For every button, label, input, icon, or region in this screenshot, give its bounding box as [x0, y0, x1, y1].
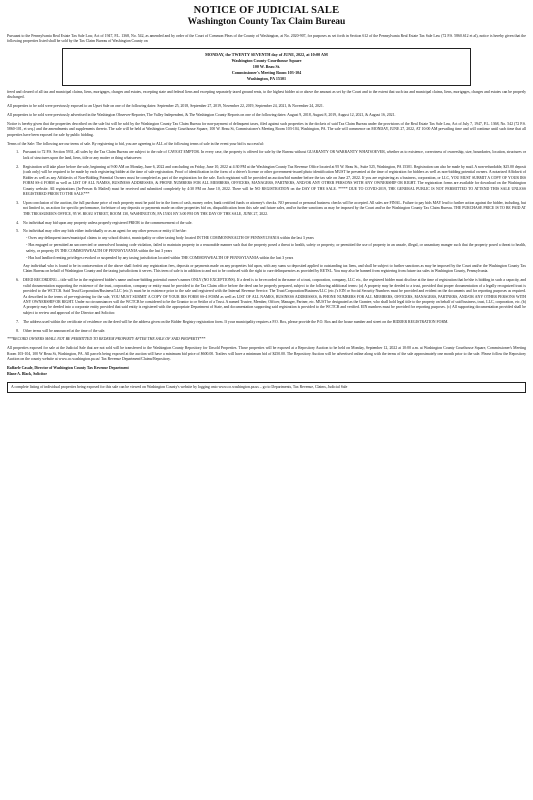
terms-list — [7, 150, 526, 274]
liens-paragraph: freed and cleared of all tax and municipal claims, liens, mortgages, charges and estates, excepting state and federal liens and excepting separately taxed ground rents, to the highest bidder at or above the amount as set by the Court and to the extent that such tax and municipal claims, liens, mortgages, charges and estates can be properly discharged. — [7, 89, 526, 100]
forfeiture-paragraph: Any individual who is found to be in contravention of the above shall forfeit any registration fees, deposits or payments made on any properties bid upon, with any sums so deposited applied to outstanding tax liens, and shall be subject to further sanctions as may be imposed by the Court and/or the Washington County Tax Claim Bureau on behalf of Washington County and the taxing jurisdictions it serves. This term of sale is in addition to and not to be confused with the right to cure delinquencies as provided by RETSL. You may also be banned from registering from future tax sales in Washington County, Pennsylvania. — [23, 263, 526, 274]
term-item — [20, 229, 526, 274]
record-owners-notice: ***RECORD OWNERS SHALL NOT BE PERMITTED TO REDEEM PROPERTY AFTER THE SALE OF SAID PROPERTY*** — [7, 337, 206, 342]
signature-solicitor: Blane A. Black, Solicitor — [7, 371, 48, 376]
upset-sale-paragraph: All properties to be sold were previously exposed to an Upset Sale on one of the following dates: September 25, 2018, September 27, 2019, November 22, 2019, September 24, 2021, & November 24, 2021. — [7, 104, 324, 109]
term-5-text: No individual may offer any bids either individually or as an agent for any other person or entity if he/she: — [23, 229, 187, 234]
notice-paragraph: Notice is hereby given that the properties described on the sale list will be sold by the Washington County Tax Claim Bureau for non-payment of delinquent taxes, filed against such properties in the dockets of said Tax Claim Bureau under the provisions of the Real Estate Tax Sale Law, Act of July 7, 1947, P.L. 1368, No. 542 (72 P.S. 5860-101, et seq.) and the amendments and supplements thereto. The sale will be held at Washington County Courthouse Square, 100 W. Beau St, Commissioner's Meeting Room 103-104, Washington, PA. The sale will commence on MONDAY, JUNE 27, 2022, AT 10:00 AM prevailing time and will continue until such time that all properties have been exposed for sale by public bidding. — [7, 121, 526, 137]
sale-location: Washington County Courthouse Square — [231, 58, 302, 64]
term-item: 7. The address used within the certificate of residence on the deed will be the address given on the Bidder Registry registration form. If your municipality requires a P.O. Box, please provide the P.O. Box and the house number and street on the BIDDER REGISTRATION FORM. — [20, 320, 526, 325]
term-item: 8. Other terms will be announced at the time of the sale. — [20, 329, 526, 334]
term-item: 4. No individual may bid upon any property unless properly registered PRIOR to the commencement of the sale. — [20, 221, 526, 226]
term-item: 2. Registration will take place before the sale, beginning at 9:00 AM on Monday, June 6, 2022 and concluding on Friday, June 10, 2022 at 4:30 PM at the Washington County Tax Revenue Office located at 95 W. Beau St., Suite 525, Washington, PA 15301. Registration can also be made by mail. A non-refundable, $25.00 deposit (cash only) will be required to be made by each registering bidder at the time of sale registration. Proof of identification in the form of a driver's license or other government-issued photo identification MUST be presented at the time of registration for bidders as well as non-bidding potential owners. A notarized Affidavit of Bidder as well as any Affidavits of Non-Bidding Potential Owners must be completed as part of the registration for the sale. Each registrant will be provided an auction/bid number before the tax sale on June 27, 2022. If you are registering as a business, corporation, or LLC, YOU MUST SUBMIT A COPY OF YOUR IRS FORM SS-4 FORM as well as LIST OF ALL NAMES, BUSINESS ADDRESSES, & PHONE NUMBERS FOR ALL MEMBERS, OFFICERS, MANAGERS, PARTNERS, AND/OR ANY OTHER PERSONS WITH ANY OWNERSHIP OR RIGHT. The registration forms are available for download on the Washington County website. All registrations (In-Person & Mailed) must be received and submitted completely by 4:30 PM on June 10, 2022. There will be NO REGISTRATION on the DAY OF THE SALE. ***** DUE TO COVID-2019, THE GENERAL PUBLIC IS NOT PERMITTED TO ATTEND THIS SALE UNLESS REGISTERED PRIOR TO THE SALE*** — [20, 165, 526, 198]
notice-body — [7, 34, 526, 393]
disqualification-item: - Has engaged or permitted an uncorrected or unresolved housing code violation, failed to maintain property in a reasonable manner such that the property posed a threat to health, safety or property; or permitted the use of property in an unsafe, illegal, or unsanitary manger such that the property posed a threat to health, safety, or property IN THE COMMONWEALTH OF PENNSYLVANIA within the last 3 years — [26, 243, 526, 254]
sale-date: MONDAY, the TWENTY SEVENTH day of JUNE, 2022, at 10:00 AM — [205, 52, 328, 58]
disqualification-item: - Owes any delinquent taxes/municipal claims to any school district, municipality or other taxing body located IN THE COMMONWEALTH OF PENNSYLVANIA within the last 3 years — [26, 236, 526, 241]
advertised-paragraph: All properties to be sold were previously advertised in the Washington Observer-Reporter, The Valley Independent, & The Washington County Reports on one of the following dates: August 9, 2018, August 8, 2019, August 12, 2021, & August 16, 2021. — [7, 113, 396, 118]
sale-city: Washington, PA 15301 — [246, 75, 287, 81]
term-item: 1. Pursuant to 72 P.S. Section 5931, all sales by the Tax Claim Bureau are subject to the rule of CAVEAT EMPTOR. In every case, the property is offered for sale by the Bureau without GUARANTY OR WARRANTY WHATSOEVER, whether as to existence, correctness of ownership, size, boundaries, location, structures or lack of structures upon the land, liens, title or any matter or thing whatsoever. — [20, 150, 526, 161]
sale-details-box — [62, 48, 471, 86]
notice-title: NOTICE OF JUDICIAL SALE — [193, 5, 340, 16]
intro-paragraph: Pursuant to the Pennsylvania Real Estate Tax Sale Law, Act of 1947, P.L. 1368, No. 542, as amended and by order of the Court of Common Pleas of the County of Washington, at No. 2020-907, for purposes as set forth in Section 612 of the Pennsylvania Real Estate Tax Sale Law (72 P.S. 5860.612 et al), notice is hereby given that the following properties listed shall be sold by the Tax Claim Bureau of Washington County on — [7, 33, 526, 44]
disqualification-list — [23, 236, 526, 261]
listing-footer-text: A complete listing of individual properties being exposed for this sale can be viewed on Washington County's website by logging onto www.co.washington.pa.us – go to Departments, Tax Revenue, Claims, Judicial Sale — [11, 384, 348, 389]
sale-room: Commissioner's Meeting Room 103-104 — [231, 70, 302, 76]
terms-list-continued — [7, 278, 526, 334]
term-item: 6. DEED RECORDING – title will be in the registered bidder's name and non-bidding potential owner's names ONLY (NO EXCEPTIONS). If a deed is to be recorded in the name of a trust, corporation, company, LLC etc., the registered bidder must disclose at the time of registration that he/she is bidding in such a capacity, and valid documentation supporting the existence of the trust, corporation, company or entity must be provided to the Tax Claim office before the deed can be properly prepared, subject to the following additional terms: (a) A property may be deeded to a trust, provided that proper documentation of a legally recognized trust is provided to the WCTCB. Said Trust/Corporation/Business/LLC (etc.)'s must be in existence prior to the sale and registered with the Internal Revenue Service. The Trust/Corporation/Business/LLC (etc.)'s EIN or Social Security Numbers must be provided and evident on the documents and for reporting purposes as required. As described in the terms of pre-registering for the sale, YOU MUST SUBMIT A COPY OF YOUR IRS FORM SS-4 FORM as well as LIST OF ALL NAMES, BUSINESS ADDRESSES, & PHONE NUMBERS FOR ALL MEMBERS, OFFICERS, MANAGERS, PARTNERS, AND/OR ANY OTHER PERSONS WITH ANY OWNERSHIP OR RIGHT. Under no circumstances will the WCTCB be considered to be the Grantor to or Settlor of a Trust. A named Trustee, Member, Officer, Manager, Partner, etc. MUST be designated as the Grantee, who shall hold legal title to the property on behalf of said business, trust, LLC, corporation, etc. (b) A property may be deeded into a corporate entity provided that said entity is registered with the appropriate Department of State, and documentation supporting said registration is provided to the WCTCB and verified. EIN numbers must be provided for reporting purposes. (c) All supporting documentation provided shall be subject to review and approval of the Director and Solicitor. — [20, 278, 526, 316]
terms-intro-paragraph: Terms of the Sale: The following are our terms of sale. By registering to bid, you are agreeing to ALL of the following terms of sale in the event your bid is successful: — [7, 141, 264, 146]
notice-subtitle: Washington County Tax Claim Bureau — [187, 17, 346, 28]
sale-street: 100 W. Beau St. — [252, 64, 281, 70]
signature-director: Raffaele Casale, Director of Washington County Tax Revenue Department — [7, 366, 129, 371]
disqualification-item: - Has had landlord renting privileges revoked or suspended by any taxing jurisdiction located within THE COMMONWEALTH OF PENNSYLVANIA within the last 3 years — [26, 256, 526, 261]
term-item: 3. Upon conclusion of the auction, the full purchase price of each property must be paid for in the form of cash, money order, bank certified funds or attorney's checks. NO personal or personal business checks will be accepted. All sales are FINAL. Failure to pay bids MAY lead to further action against the bidder, including, but not limited to, an action for specific performance, forfeiture of any deposits or payments made on other properties bid on, disqualification from this sale and future sales, and/or further sanctions as may be imposed by the Court and/or the Washington County Tax Claim Bureau. THE PURCHASE PRICE IS TO BE PAID AT THE TREASURER'S OFFICE, 95 W. BEAU STREET, ROOM 130, WASHINGTON, PA 15301 BY 3:00 PM ON THE DAY OF THE SALE, JUNE 27, 2022. — [20, 201, 526, 217]
repository-paragraph: All properties exposed for sale at the Judicial Sale that are not sold will be transferred to the Washington County Repository for Unsold Properties. Those properties will be exposed at a Repository Auction to be held on Monday, September 12, 2022 at 10:00 a.m. at Washington County Courthouse Square, Commissioner's Meeting Room 103-104, 100 W Beau St, Washington, PA. All parcels being exposed at the auction will have a minimum bid price of $600.00. Trailers will have a minimum bid of $250.00. The Repository Auction will be advertised online along with the terms of the sale approximately one month prior to the sale. Please follow the Repository Auction on the county website at www.co.washington.pa.us/ Tax Revenue Department/Claims/Repository. — [7, 346, 526, 362]
listing-footer-box — [7, 382, 526, 393]
